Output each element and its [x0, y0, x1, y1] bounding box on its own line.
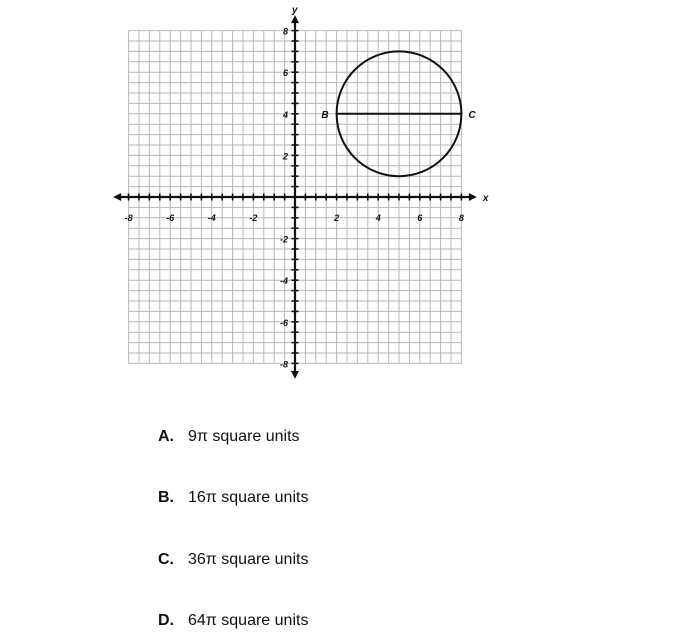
- choice-text: 36π square units: [188, 551, 309, 568]
- y-tick-label: 4: [282, 109, 288, 120]
- y-tick-label: 2: [282, 151, 288, 162]
- x-axis-label: x: [482, 193, 489, 204]
- choice-letter: A.: [158, 428, 174, 445]
- choice-text: 64π square units: [188, 612, 309, 629]
- axes: [113, 15, 477, 379]
- choice-c[interactable]: [158, 548, 308, 572]
- x-tick-label: -8: [124, 213, 133, 223]
- choice-letter: C.: [158, 551, 174, 568]
- x-tick-label: -6: [166, 213, 175, 223]
- x-axis-arrow-left: [113, 193, 121, 201]
- y-tick-label: -6: [279, 317, 288, 328]
- point-label-b: B: [321, 109, 329, 121]
- choice-d[interactable]: [158, 609, 308, 633]
- y-tick-label: -4: [279, 276, 288, 287]
- y-tick-label: 6: [282, 68, 288, 79]
- y-tick-label: -8: [279, 359, 288, 370]
- x-tick-label: -2: [249, 213, 258, 223]
- x-axis-arrow-right: [469, 193, 477, 201]
- y-tick-label: 8: [282, 26, 288, 37]
- choice-a[interactable]: [158, 425, 300, 449]
- choice-text: 9π square units: [188, 428, 300, 445]
- choice-text: 16π square units: [188, 489, 309, 506]
- x-tick-label: -4: [207, 213, 216, 223]
- y-axis-arrow-down: [291, 371, 299, 379]
- x-tick-label: 2: [334, 213, 340, 223]
- y-axis-label: y: [292, 5, 298, 17]
- point-label-c: C: [468, 109, 476, 121]
- x-tick-label: 4: [375, 213, 381, 223]
- choice-letter: D.: [158, 612, 174, 629]
- choice-b[interactable]: [158, 486, 308, 510]
- x-tick-label: 6: [417, 213, 423, 223]
- choice-letter: B.: [158, 489, 174, 506]
- y-tick-label: -2: [279, 234, 288, 245]
- x-tick-label: 8: [458, 213, 464, 223]
- y-axis-arrow-up: [291, 15, 299, 23]
